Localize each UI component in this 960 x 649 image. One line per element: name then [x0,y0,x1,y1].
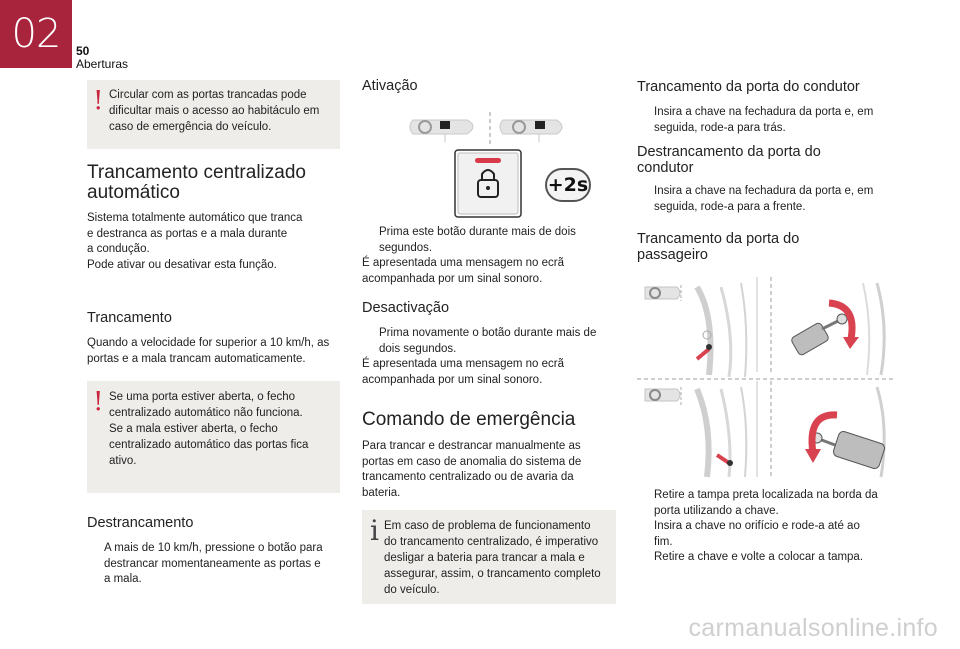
activation-heading: Ativação [362,78,418,94]
warning-icon: ! [93,387,104,417]
chapter-number-box: 02 [0,0,72,68]
locking-text: Quando a velocidade for superior a 10 km/h, as portas e a mala trancam automaticamente. [87,337,330,365]
passenger-step-1 [637,488,899,519]
auto-lock-title: Trancamento centralizado automático [87,162,306,203]
activation-text: É apresentada uma mensagem no ecrã acompanhada por um sinal sonoro. [362,257,565,285]
driver-unlock-heading: Destrancamento da porta do condutor [637,144,821,176]
watermark-text: carmanualsonline.info [688,614,938,642]
warning-text: Se uma porta estiver aberta, o fecho centralizado automático não funciona. Se a mala estiver aberta, o fecho centralizado automático das portas fica ativo. [109,391,309,467]
page-number: 50 [76,44,90,58]
bullet-text: Insira a chave na fechadura da porta e, em seguida, rode-a para a frente. [654,185,874,213]
passenger-step-3 [637,550,899,566]
warning-note-emergency [87,80,340,149]
unlocking-bullet [87,541,347,588]
badge-text: +2s [547,174,589,196]
bullet-text: Prima novamente o botão durante mais de dois segundos. [379,327,597,355]
deactivation-heading: Desactivação [362,300,450,316]
bullet-text: Insira a chave no orifício e rode-a até ao fim. [654,520,860,548]
door-edge-drawing-top [645,277,884,377]
deactivation-text: É apresentada uma mensagem no ecrã acompanhada por um sinal sonoro. [362,358,565,386]
auto-lock-intro: Sistema totalmente automático que tranca e destranca as portas e a mala durante a condução. Pode ativar ou desativar esta função. [87,212,303,271]
warning-note-open-door [87,381,340,493]
unlocking-heading: Destrancamento [87,515,194,531]
driver-lock-bullet [637,105,897,136]
passenger-lock-heading: Trancamento da porta do passageiro [637,231,800,263]
info-text: Em caso de problema de funcionamento do trancamento centralizado, é imperativo desligar a bateria para trancar a mala e assegurar, assim, o trancamento completo do veículo. [384,520,601,596]
info-note-battery [362,510,616,604]
warning-text: Circular com as portas trancadas pode dificultar mais o acesso ao habitáculo em caso de emergência do veículo. [109,89,320,133]
activation-button-illustration [405,110,595,222]
driver-lock-heading: Trancamento da porta do condutor [637,79,860,95]
bullet-text: Insira a chave na fechadura da porta e, em seguida, rode-a para trás. [654,106,874,134]
warning-icon: ! [93,86,104,116]
emergency-key-illustration [637,277,895,479]
activation-bullet [362,225,617,256]
door-edge-drawing-bottom [645,381,886,477]
info-icon: i [370,514,379,547]
bullet-text: Retire a tampa preta localizada na borda da porta utilizando a chave. [654,489,878,517]
deactivation-bullet [362,326,617,357]
bullet-text: Retire a chave e volte a colocar a tampa. [654,551,864,563]
emergency-text: Para trancar e destrancar manualmente as portas em caso de anomalia do sistema de trancamento centralizado ou de avaria da bateria. [362,440,582,499]
emergency-heading: Comando de emergência [362,409,576,430]
driver-unlock-bullet [637,184,897,215]
two-second-badge [545,168,591,202]
bullet-text: A mais de 10 km/h, pressione o botão para destrancar momentaneamente as portas e a mala. [104,542,323,586]
locking-heading: Trancamento [87,310,172,326]
bullet-text: Prima este botão durante mais de dois segundos. [379,226,576,254]
passenger-step-2 [637,519,899,550]
section-name: Aberturas [76,57,129,71]
